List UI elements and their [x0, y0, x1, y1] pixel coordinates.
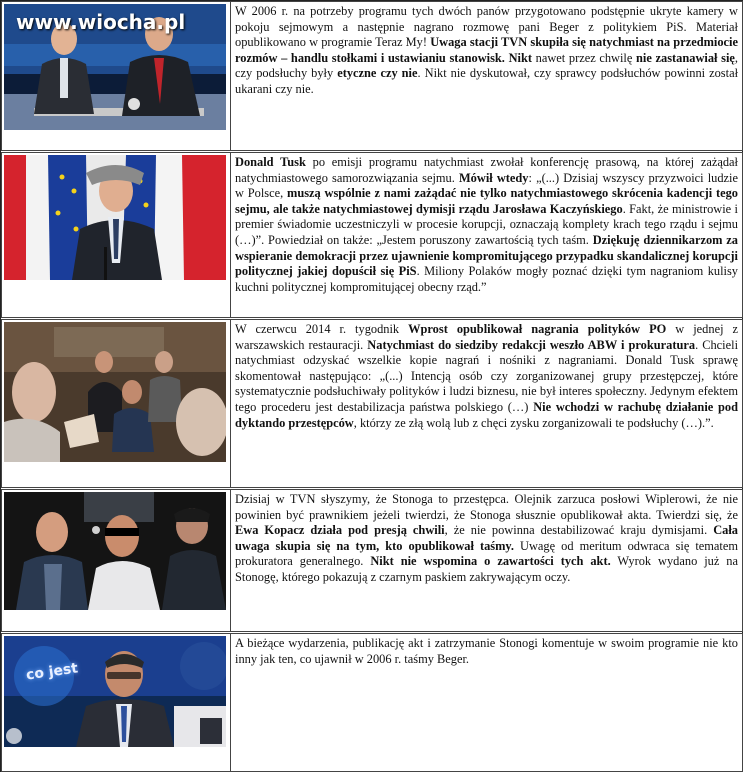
text-segment-bold: Mówił wtedy: [458, 170, 529, 185]
tv-show-logo: co jest: [25, 660, 79, 684]
text-segment-bold: Uwaga stacji TVN skupiła się natychmiast na przedmiocie rozmów – handlu stołkami i ustawianiu stanowisk.: [235, 35, 738, 65]
text-segment-bold: Dziękuję dziennikarzom za wspieranie demokracji przez ujawnienie kompromitującego przypadku skandalicznej korupcji politycznej jakiej dopuścił się PiS: [235, 232, 738, 279]
text-segment: A bieżące wydarzenia, publikację akt i zatrzymanie Stonogi komentuje w swoim programie nie kto inny jak ten, co ujawnił w 2006 r. taśmy Beger.: [235, 636, 738, 666]
text-segment: , którzy ze złą wolą lub z chęci zysku zorganizowali te podsłuchy (…).”.: [353, 415, 714, 430]
watermark-text: www.wiocha.pl: [16, 10, 186, 34]
row-2-text: [230, 153, 742, 317]
text-segment: Dzisiaj w TVN słyszymy, że Stonoga to przestępca. Olejnik zarzuca posłowi Wiplerowi, że nie powinien być prawnikiem jeżeli twierdzi, że Stonoga słusznie opublikował akta. Twierdzi się, że: [235, 492, 738, 522]
row-2: [1, 152, 743, 318]
text-segment: . Fakt, że ministrowie i premier świadomie uczestniczyli w procesie korupcji, oznaczają komplety krach tego rządu i sejmu (…)”. Powiedział on także: „Jestem poruszony zawartością tych taśm.: [235, 201, 738, 247]
text-segment: , czy podsłuchy były: [235, 50, 738, 81]
text-segment: . Nikt nie dyskutował, czy sprawcy podsłuchów powinni został ukarani czy nie.: [235, 66, 739, 96]
text-segment: . Chcieli natychmiast odzyskać wszelkie kopie nagrań i nośniki z nagraniami. Donald Tusk sprawę skomentował następująco: „(...) Intencją osób czy zorganizowanej grupy przestępczej, które systematycznie podsłuchiwały polityków i ludzi biznesu, nie był interes społeczny. Jedynym efektem tego procederu jest destabilizacja państwa polskiego (…): [235, 337, 739, 414]
row-3-text: [230, 320, 742, 487]
photo-wprost-raid: [4, 322, 226, 462]
row-1-text: [230, 2, 742, 150]
text-segment: W czerwcu 2014 r. tygodnik: [235, 322, 409, 336]
row-3: [1, 319, 743, 488]
text-segment-bold: Donald Tusk: [235, 155, 306, 169]
text-segment: po emisji programu natychmiast zwołał konferencję prasową, na której zażądał natychmiastowego samorozwiązania sejmu.: [235, 155, 738, 185]
text-segment-bold: Ewa Kopacz działa pod presją chwili: [235, 523, 445, 538]
text-segment-bold: nie zastanawiał się: [636, 50, 735, 65]
text-segment-bold: Wprost opublikował nagrania polityków PO: [408, 322, 667, 336]
row-4: [1, 489, 743, 632]
photo-stonoga-arrest: [4, 492, 226, 610]
text-segment-bold: Nikt nie wspomina o zawartości tych akt.: [370, 554, 611, 569]
text-segment-bold: Natychmiast do siedziby redakcji weszło ABW i prokuratura: [367, 337, 696, 352]
text-segment: Wyrok wydano już na Stonogę, którego pokazują z czarnym paskiem zakrywającym oczy.: [235, 554, 739, 584]
text-segment: nawet przez chwilę: [531, 50, 637, 65]
text-segment: Uwagę od meritum odwraca się tematem prokuratora generalnego.: [235, 538, 738, 569]
row-5-text: [230, 634, 742, 771]
text-segment-bold: Cała uwaga skupia się na tym, kto opublikował taśmy.: [235, 523, 738, 553]
photo-tv-studio-2006: [4, 4, 226, 130]
text-segment: W 2006 r. na potrzeby programu tych dwóch panów przygotowano podstępnie ukryte kamery w pokoju sejmowym a następnie nagrano rozmowę pani Beger z politykiem PiS. Materiał opublikowano w programie Teraz My!: [235, 4, 738, 50]
photo-press-conference-tusk: [4, 155, 226, 280]
text-segment-bold: muszą wspólnie z nami zażądać nie tylko natychmiastowego skrócenia kadencji tego sejmu, ale także natychmiastowej dymisji rządu Jarosława Kaczyńskiego: [235, 186, 738, 216]
text-segment: : „(...) Dzisiaj wszyscy przyzwoici ludzie w Polsce,: [235, 170, 739, 201]
text-segment-bold: Nie wchodzi w rachubę działanie pod dyktando przestępców: [235, 399, 738, 430]
text-segment-bold: etyczne czy nie: [337, 66, 418, 81]
row-4-text: [230, 490, 742, 631]
row-1: [1, 1, 743, 151]
text-segment: . Miliony Polaków mogły poznać dzięki tym nagraniom kulisy kuchni politycznej kompromitującej obecny rząd.”: [235, 264, 738, 294]
text-segment: w jednej z warszawskich restauracji.: [235, 322, 739, 352]
text-segment-bold: Nikt: [508, 50, 532, 65]
photo-tvn-studio-host: [4, 636, 226, 747]
row-5: [1, 633, 743, 772]
text-segment: , że nie powinna destabilizować kraju dymisjami.: [444, 523, 714, 538]
